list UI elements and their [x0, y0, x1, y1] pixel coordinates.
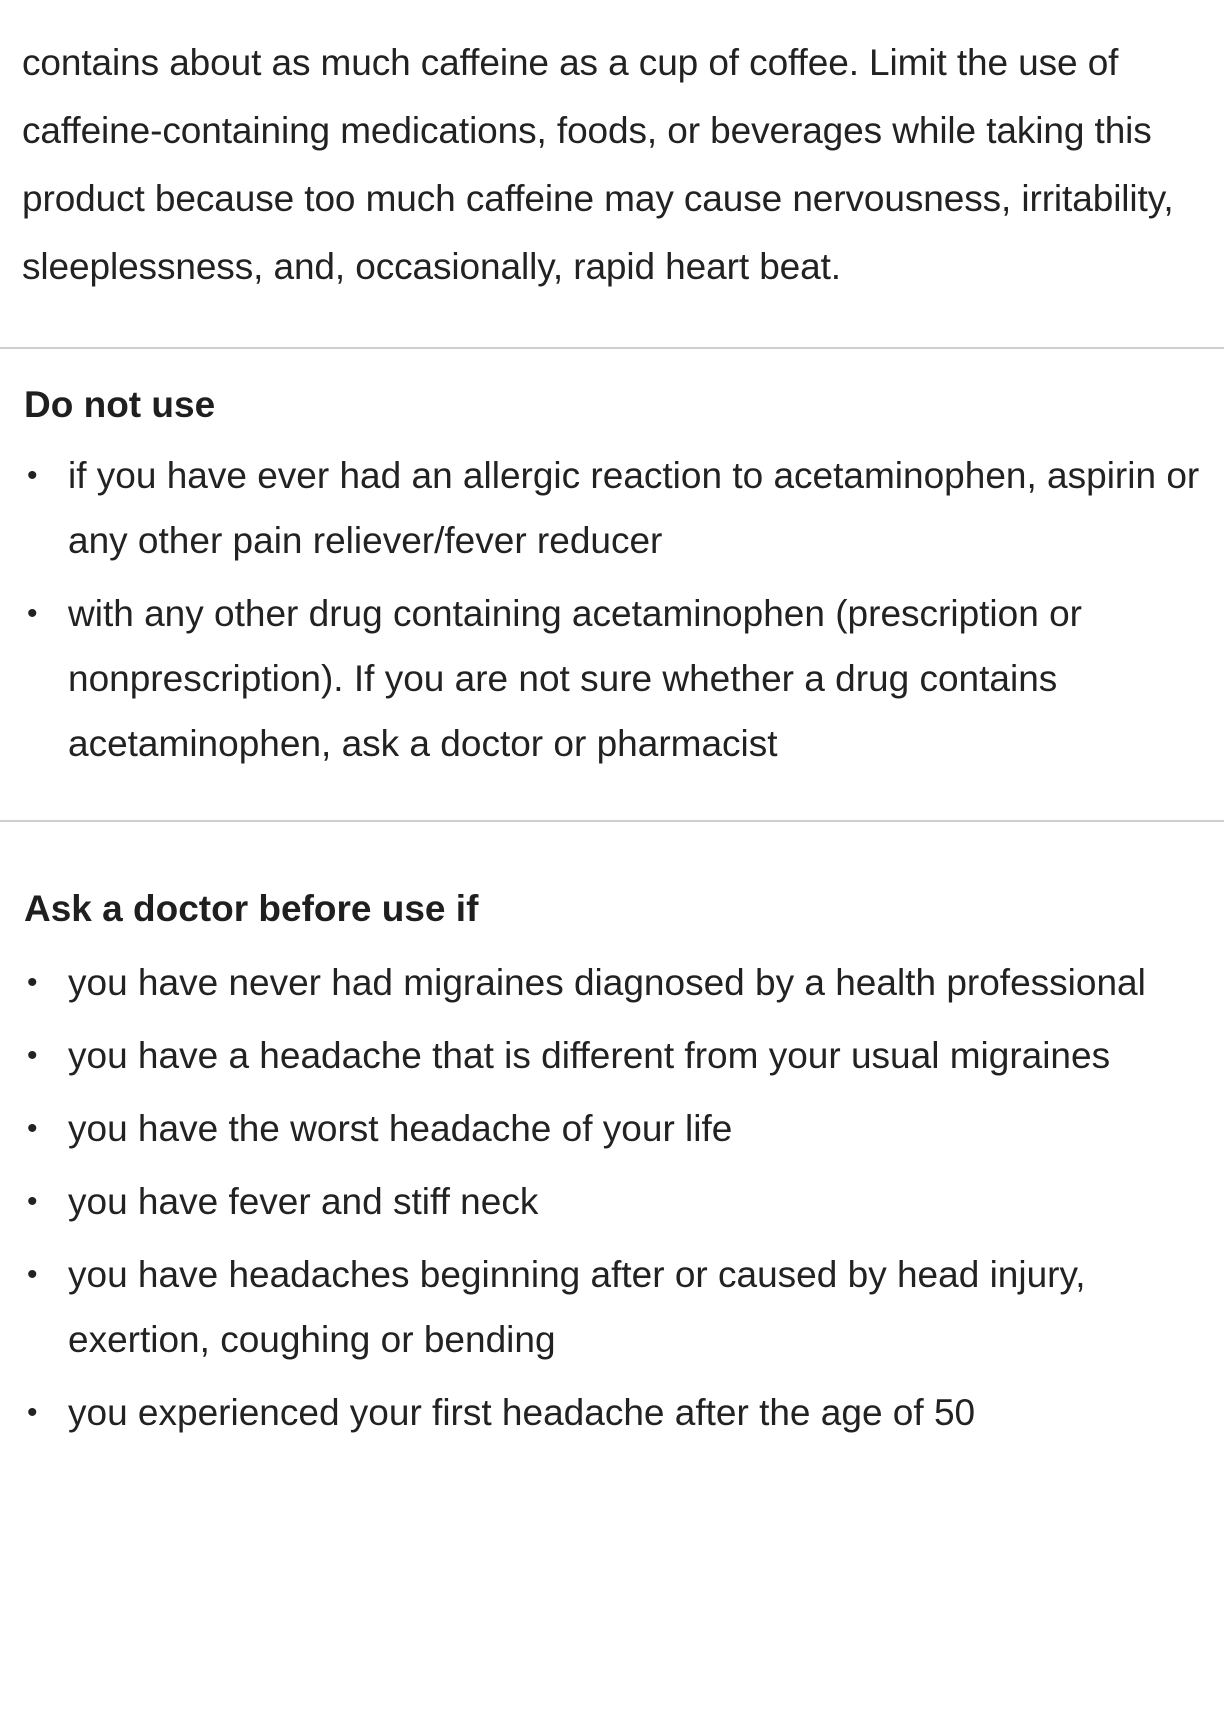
list-item	[0, 1096, 1200, 1161]
bullet-icon: •	[27, 459, 38, 492]
list-item	[0, 1023, 1200, 1088]
list-item	[0, 1169, 1200, 1234]
list-item	[0, 950, 1200, 1015]
bullet-icon: •	[27, 1112, 38, 1145]
caffeine-warning-paragraph: contains about as much caffeine as a cup of coffee. Limit the use of caffeine-containing medications, foods, or beverages while taking this product because too much caffeine may cause nervousness, irritability, sleeplessness, and, occasionally, rapid heart beat.	[22, 42, 1174, 287]
list-item-text: with any other drug containing acetaminophen (prescription or nonprescription). If you are not sure whether a drug contains acetaminophen, ask a doctor or pharmacist	[68, 593, 1082, 764]
ask-doctor-list	[0, 950, 1200, 1453]
ask-doctor-heading: Ask a doctor before use if	[24, 888, 479, 929]
bullet-icon: •	[27, 1258, 38, 1291]
section-divider	[0, 820, 1224, 822]
do-not-use-list	[0, 443, 1200, 784]
list-item-text: you have headaches beginning after or caused by head injury, exertion, coughing or bending	[68, 1254, 1086, 1360]
list-item-text: if you have ever had an allergic reaction to acetaminophen, aspirin or any other pain reliever/fever reducer	[68, 455, 1200, 561]
list-item-text: you have the worst headache of your life	[68, 1108, 733, 1149]
bullet-icon: •	[27, 597, 38, 630]
list-item	[0, 1242, 1200, 1372]
list-item	[0, 443, 1200, 573]
list-item	[0, 1380, 1200, 1445]
bullet-icon: •	[27, 1039, 38, 1072]
bullet-icon: •	[27, 1396, 38, 1429]
bullet-icon: •	[27, 966, 38, 999]
list-item	[0, 581, 1200, 776]
list-item-text: you have fever and stiff neck	[68, 1181, 539, 1222]
section-divider	[0, 347, 1224, 349]
do-not-use-heading: Do not use	[24, 384, 216, 425]
list-item-text: you have a headache that is different from your usual migraines	[68, 1035, 1111, 1076]
list-item-text: you experienced your first headache after the age of 50	[68, 1392, 976, 1433]
list-item-text: you have never had migraines diagnosed by a health professional	[68, 962, 1146, 1003]
bullet-icon: •	[27, 1185, 38, 1218]
